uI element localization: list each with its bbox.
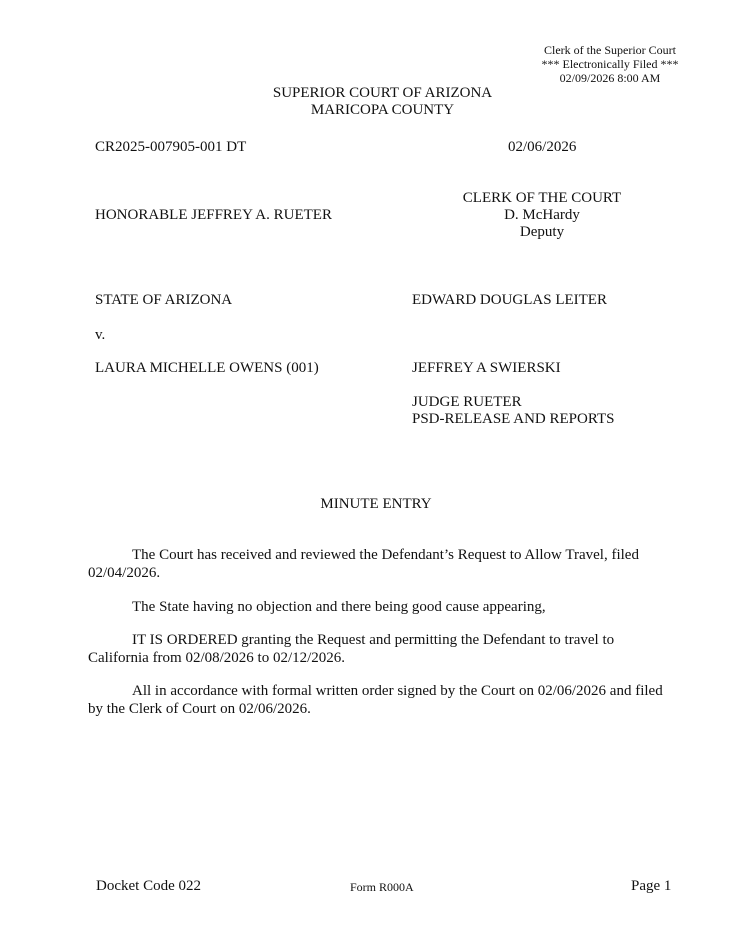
case-number: CR2025-007905-001 DT (95, 139, 247, 155)
clerk-name: D. McHardy (504, 207, 580, 223)
stamp-datetime: 02/09/2026 8:00 AM (559, 71, 661, 85)
clerk-title: CLERK OF THE COURT (462, 190, 622, 206)
paragraph-text: IT IS ORDERED granting the Request and permitting the Defendant to travel to California from 02/08/2026 to 02/12/2026. (88, 632, 615, 666)
paragraph (88, 683, 673, 718)
docket-code: Docket Code 022 (96, 878, 201, 894)
clerk-role: Deputy (519, 224, 565, 240)
paragraph (88, 599, 673, 617)
paragraph-text: All in accordance with formal written order signed by the Court on 02/06/2026 and filed by the Clerk of Court on 02/06/2026. (88, 683, 663, 717)
page-number: Page 1 (631, 878, 672, 894)
form-code: Form R000A (350, 880, 414, 894)
case-date: 02/06/2026 (508, 139, 577, 155)
document-title: MINUTE ENTRY (320, 496, 432, 512)
court-header (0, 85, 755, 119)
plaintiff: STATE OF ARIZONA (95, 292, 233, 308)
paragraph-text: The State having no objection and there being good cause appearing, (132, 599, 546, 615)
judge-name: HONORABLE JEFFREY A. RUETER (95, 207, 332, 223)
stamp-clerk-line: Clerk of the Superior Court (544, 43, 676, 57)
defendant: LAURA MICHELLE OWENS (001) (95, 360, 319, 376)
efiling-stamp (530, 43, 690, 85)
court-county: MARICOPA COUNTY (310, 102, 455, 118)
stamp-filed-line: *** Electronically Filed *** (541, 57, 679, 71)
versus: v. (95, 327, 106, 343)
plaintiff-counsel: EDWARD DOUGLAS LEITER (412, 292, 607, 308)
distribution-judge: JUDGE RUETER (412, 394, 522, 410)
paragraph-text: The Court has received and reviewed the Defendant’s Request to Allow Travel, filed 02/04/2026. (88, 547, 639, 581)
defendant-counsel: JEFFREY A SWIERSKI (412, 360, 561, 376)
paragraph (88, 632, 673, 667)
paragraph (88, 547, 673, 582)
court-name: SUPERIOR COURT OF ARIZONA (272, 85, 493, 101)
clerk-block (442, 190, 642, 241)
distribution-psd: PSD-RELEASE AND REPORTS (412, 411, 615, 427)
